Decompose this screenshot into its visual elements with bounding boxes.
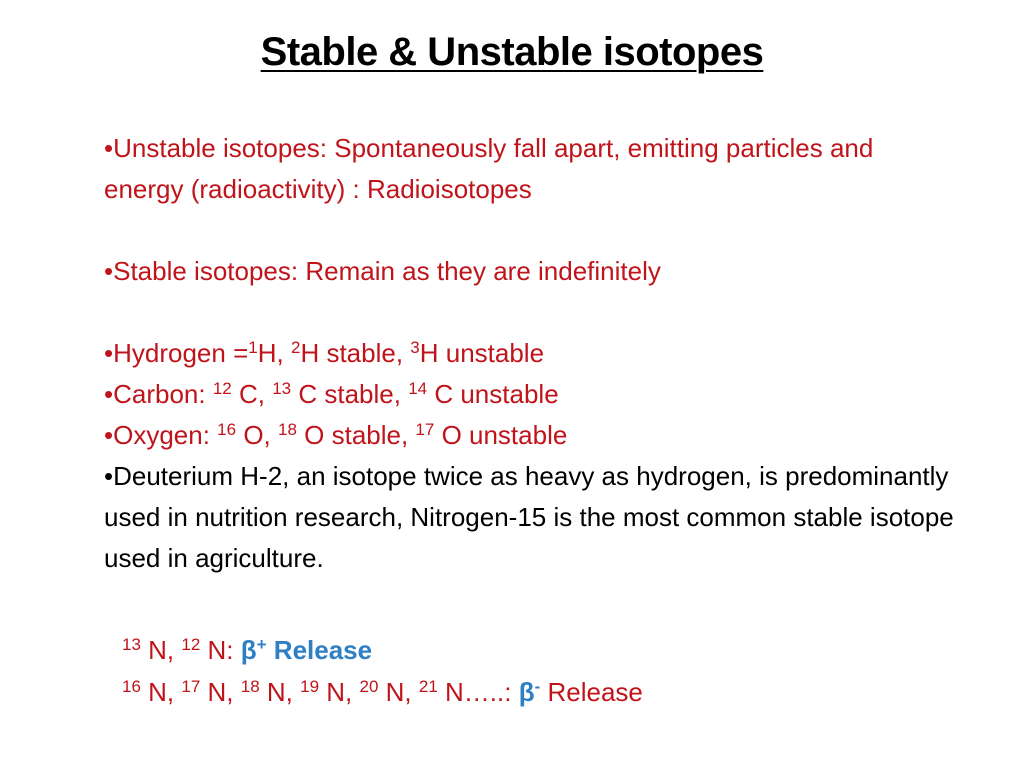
spacer bbox=[104, 292, 954, 333]
carbon-text: C unstable bbox=[427, 379, 559, 409]
mass-number: 13 bbox=[122, 635, 141, 654]
mass-number: 3 bbox=[410, 338, 420, 357]
mass-number: 18 bbox=[278, 420, 297, 439]
hydrogen-text: H, bbox=[257, 338, 291, 368]
bullet-mark: • bbox=[104, 379, 114, 409]
bullet-mark: • bbox=[104, 133, 114, 163]
mass-number: 13 bbox=[272, 379, 292, 398]
bullet-mark: • bbox=[104, 461, 114, 491]
mass-number: 17 bbox=[415, 420, 435, 439]
mass-number: 18 bbox=[240, 677, 260, 696]
slide-title: Stable & Unstable isotopes bbox=[260, 30, 764, 74]
mass-number: 2 bbox=[290, 338, 301, 357]
oxygen-bullet bbox=[104, 415, 954, 456]
nitrogen-text: N, bbox=[140, 635, 182, 665]
oxygen-label: Oxygen: bbox=[113, 420, 218, 450]
nitrogen-text: N…..: bbox=[437, 677, 519, 707]
release-label: Release bbox=[266, 635, 373, 665]
deuterium-text: Deuterium H-2, an isotope twice as heavy as hydrogen, is predominantly used in nutrition research, Nitrogen-15 is the most common stable isotope used in agriculture. bbox=[104, 461, 954, 573]
carbon-label: Carbon: bbox=[113, 379, 213, 409]
mass-number: 16 bbox=[217, 420, 237, 439]
beta-plus-sign: + bbox=[256, 635, 267, 654]
beta-minus-sign: - bbox=[534, 677, 541, 696]
beta-symbol: β bbox=[518, 677, 535, 707]
mass-number: 12 bbox=[212, 379, 232, 398]
unstable-isotopes-bullet bbox=[104, 128, 954, 210]
beta-symbol: β bbox=[240, 635, 257, 665]
stable-isotopes-text: Stable isotopes: Remain as they are indefinitely bbox=[113, 256, 661, 286]
carbon-text: C, bbox=[231, 379, 273, 409]
oxygen-text: O, bbox=[236, 420, 278, 450]
release-label: Release bbox=[540, 677, 643, 707]
carbon-bullet bbox=[104, 374, 954, 415]
mass-number: 12 bbox=[181, 635, 201, 654]
nitrogen-text: N, bbox=[378, 677, 419, 707]
bullet-mark: • bbox=[104, 256, 114, 286]
nitrogen-beta-block bbox=[122, 629, 643, 713]
hydrogen-label: Hydrogen = bbox=[113, 338, 249, 368]
unstable-isotopes-text: Unstable isotopes: Spontaneously fall apart, emitting particles and energy (radioactivity) : Radioisotopes bbox=[104, 133, 874, 204]
nitrogen-text: N, bbox=[259, 677, 301, 707]
nitrogen-text: N, bbox=[140, 677, 182, 707]
mass-number: 20 bbox=[359, 677, 379, 696]
mass-number: 21 bbox=[418, 677, 438, 696]
nitrogen-text: N: bbox=[200, 635, 241, 665]
hydrogen-bullet bbox=[104, 333, 954, 374]
spacer bbox=[104, 210, 954, 251]
slide-body bbox=[104, 128, 954, 579]
oxygen-text: O stable, bbox=[296, 420, 416, 450]
mass-number: 1 bbox=[248, 338, 258, 357]
deuterium-bullet bbox=[104, 456, 954, 579]
bullet-mark: • bbox=[104, 420, 114, 450]
hydrogen-text: H unstable bbox=[419, 338, 545, 368]
mass-number: 19 bbox=[300, 677, 320, 696]
mass-number: 16 bbox=[122, 677, 141, 696]
hydrogen-text: H stable, bbox=[300, 338, 411, 368]
mass-number: 17 bbox=[181, 677, 201, 696]
carbon-text: C stable, bbox=[291, 379, 409, 409]
stable-isotopes-bullet bbox=[104, 251, 954, 292]
nitrogen-text: N, bbox=[319, 677, 360, 707]
bullet-mark: • bbox=[104, 338, 114, 368]
nitrogen-beta-plus-line bbox=[122, 629, 643, 671]
nitrogen-text: N, bbox=[200, 677, 241, 707]
oxygen-text: O unstable bbox=[434, 420, 568, 450]
nitrogen-beta-minus-line bbox=[122, 671, 643, 713]
mass-number: 14 bbox=[408, 379, 428, 398]
